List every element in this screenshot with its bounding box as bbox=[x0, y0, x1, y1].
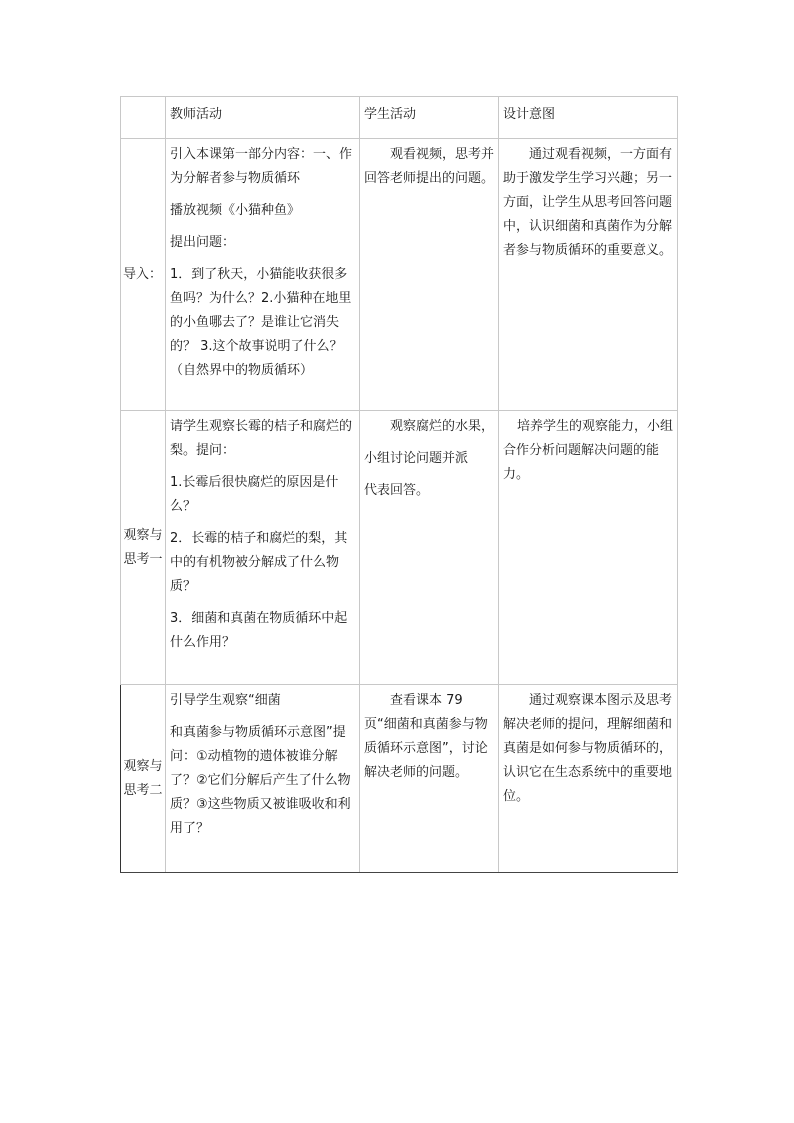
teacher-text: 请学生观察长霉的桔子和腐烂的梨。提问： bbox=[170, 419, 353, 458]
teacher-text: 1．到了秋天，小猫能收获很多鱼吗？为什么？2.小猫种在地里的小鱼哪去了？是谁让它消失的？ 3.这个故事说明了什么？（自然界中的物质循环） bbox=[170, 267, 352, 378]
stage-label: 导入： bbox=[121, 139, 166, 411]
student-text: 代表回答。 bbox=[364, 483, 430, 498]
design-text: 通过观察课本图示及思考解决老师的提问，理解细菌和真菌是如何参与物质循环的，认识它在生态系统中的重要地位。 bbox=[503, 693, 673, 804]
teacher-text: 2．长霉的桔子和腐烂的梨，其中的有机物被分解成了什么物质？ bbox=[170, 531, 348, 594]
teacher-text: 引入本课第一部分内容：一、作为分解者参与物质循环 bbox=[170, 147, 353, 186]
header-design-intent: 设计意图 bbox=[499, 97, 678, 139]
design-text: 通过观看视频，一方面有助于激发学生学习兴趣；另一方面，让学生从思考回答问题中，认识细菌和真菌作为分解者参与物质循环的重要意义。 bbox=[503, 147, 673, 258]
table-row-observe-2 bbox=[121, 685, 678, 873]
stage-label: 观察与思考一 bbox=[121, 411, 166, 685]
lesson-plan-table bbox=[120, 96, 678, 873]
table-row-intro bbox=[121, 139, 678, 411]
design-text: 培养学生的观察能力，小组合作分析问题解决问题的能力。 bbox=[503, 419, 674, 482]
teacher-text: 引导学生观察“细菌 bbox=[170, 693, 281, 708]
header-stage-cell bbox=[121, 97, 166, 139]
stage-label: 观察与思考二 bbox=[121, 685, 166, 873]
table-header-row bbox=[121, 97, 678, 139]
teacher-text: 提出问题： bbox=[170, 235, 236, 250]
header-teacher-activity: 教师活动 bbox=[166, 97, 360, 139]
teacher-text: 和真菌参与物质循环示意图”提问：①动植物的遗体被谁分解了？②它们分解后产生了什么物质？③这些物质又被谁吸收和利用了？ bbox=[170, 725, 351, 836]
design-intent-cell bbox=[499, 139, 678, 411]
teacher-activity-cell bbox=[166, 685, 360, 873]
teacher-text: 播放视频《小猫种鱼》 bbox=[170, 203, 301, 218]
design-intent-cell bbox=[499, 685, 678, 873]
table-row-observe-1 bbox=[121, 411, 678, 685]
student-text: 观看视频，思考并回答老师提出的问题。 bbox=[364, 147, 495, 186]
teacher-text: 1.长霉后很快腐烂的原因是什么？ bbox=[170, 475, 339, 514]
student-text: 查看课本 79页“细菌和真菌参与物质循环示意图”，讨论解决老师的问题。 bbox=[364, 693, 488, 780]
design-intent-cell bbox=[499, 411, 678, 685]
student-activity-cell bbox=[360, 411, 499, 685]
student-activity-cell bbox=[360, 139, 499, 411]
student-text: 观察腐烂的水果， bbox=[390, 419, 495, 434]
header-student-activity: 学生活动 bbox=[360, 97, 499, 139]
teacher-activity-cell bbox=[166, 411, 360, 685]
teacher-text: 3．细菌和真菌在物质循环中起什么作用？ bbox=[170, 611, 348, 650]
student-activity-cell bbox=[360, 685, 499, 873]
teacher-activity-cell bbox=[166, 139, 360, 411]
student-text: 小组讨论问题并派 bbox=[364, 451, 469, 466]
